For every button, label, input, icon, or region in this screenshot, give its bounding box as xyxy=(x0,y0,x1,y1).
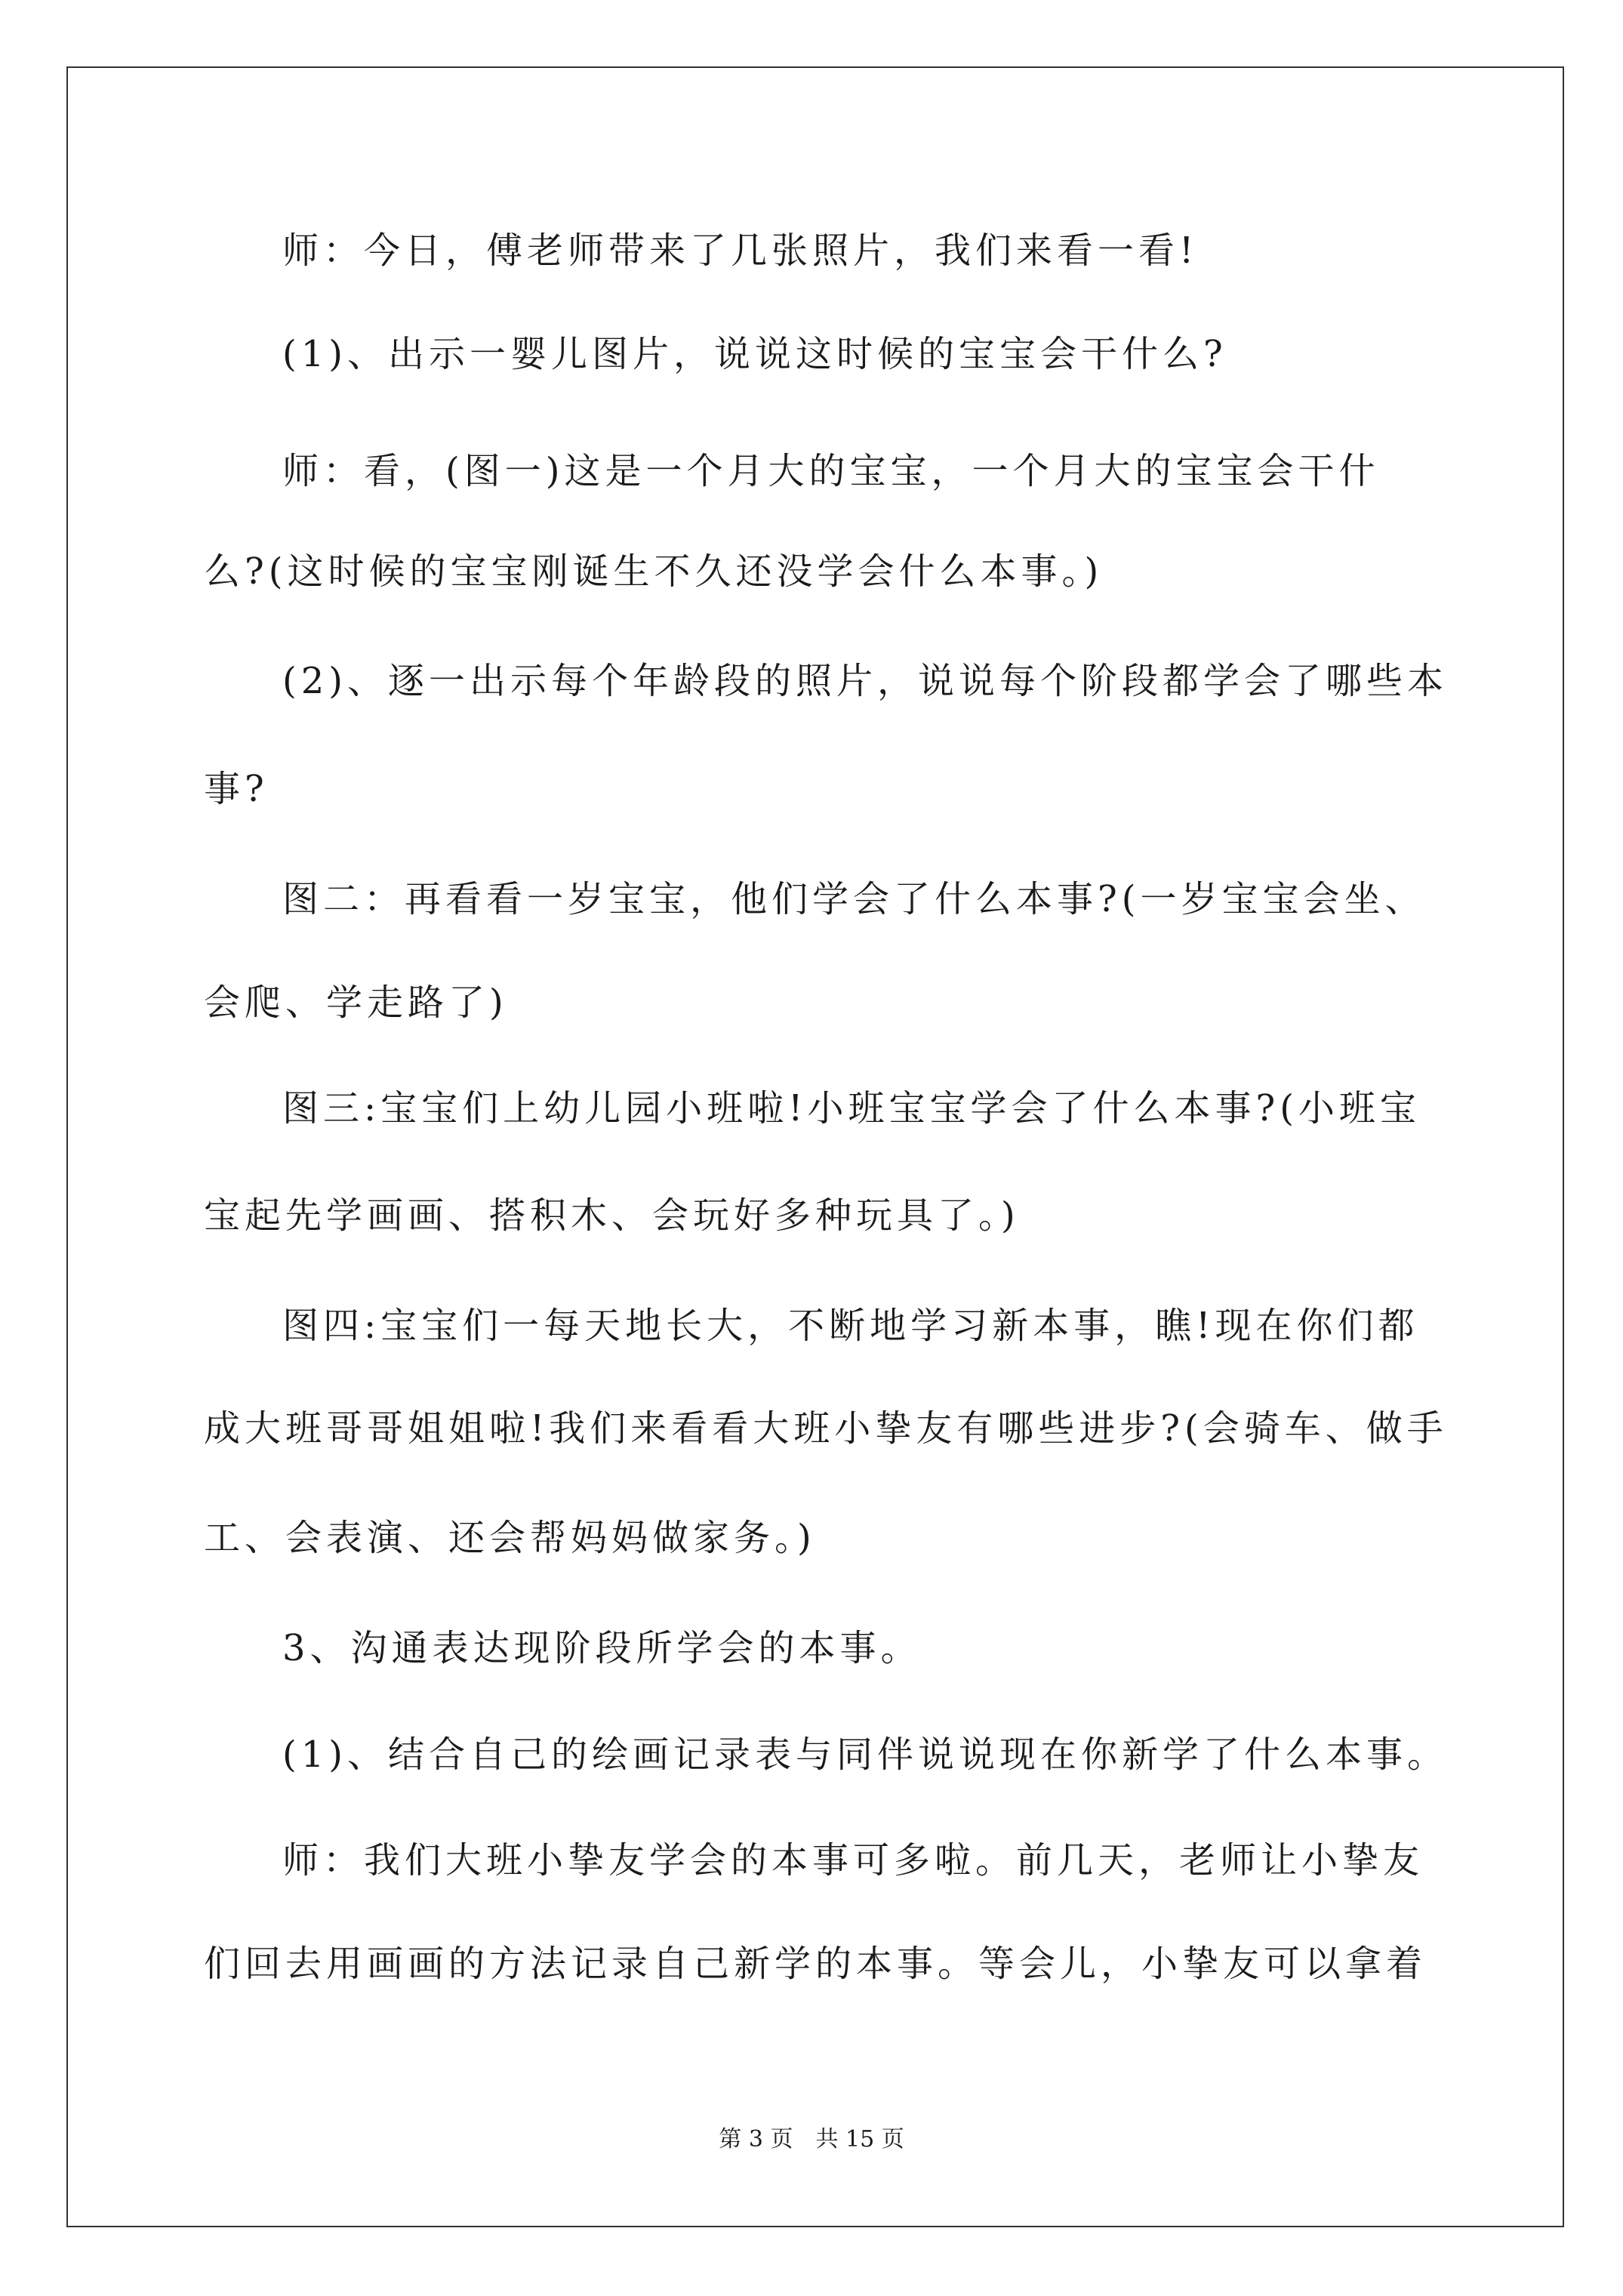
paragraph-line: 师：看，(图一)这是一个月大的宝宝，一个月大的宝宝会干什 xyxy=(282,450,1380,492)
paragraph-line: 会爬、学走路了) xyxy=(204,982,508,1024)
paragraph-line: 师：今日，傅老师带来了几张照片，我们来看一看! xyxy=(282,230,1199,272)
paragraph-line: 图二：再看看一岁宝宝，他们学会了什么本事?(一岁宝宝会坐、 xyxy=(282,878,1426,920)
paragraph-line: 事? xyxy=(204,768,269,810)
paragraph-line: 3、沟通表达现阶段所学会的本事。 xyxy=(282,1627,922,1669)
paragraph-line: 宝起先学画画、搭积木、会玩好多种玩具了。) xyxy=(204,1194,1020,1237)
page-border xyxy=(66,66,1564,2227)
paragraph-line: 图三:宝宝们上幼儿园小班啦!小班宝宝学会了什么本事?(小班宝 xyxy=(282,1087,1421,1130)
paragraph-line: 师：我们大班小挚友学会的本事可多啦。前几天，老师让小挚友 xyxy=(282,1839,1424,1881)
paragraph-line: 么?(这时候的宝宝刚诞生不久还没学会什么本事。) xyxy=(204,550,1104,593)
paragraph-line: (2)、逐一出示每个年龄段的照片，说说每个阶段都学会了哪些本 xyxy=(282,660,1448,702)
paragraph-line: 工、会表演、还会帮妈妈做家务。) xyxy=(204,1517,816,1559)
page-number: 第 3 页 共 15 页 xyxy=(719,2126,904,2153)
paragraph-line: (1)、结合自己的绘画记录表与同伴说说现在你新学了什么本事。 xyxy=(282,1734,1448,1776)
paragraph-line: (1)、出示一婴儿图片，说说这时候的宝宝会干什么? xyxy=(282,333,1227,375)
paragraph-line: 们回去用画画的方法记录自己新学的本事。等会儿，小挚友可以拿着 xyxy=(204,1943,1427,1985)
paragraph-line: 成大班哥哥姐姐啦!我们来看看大班小挚友有哪些进步?(会骑车、做手 xyxy=(204,1407,1448,1450)
paragraph-line: 图四:宝宝们一每天地长大，不断地学习新本事，瞧!现在你们都 xyxy=(282,1305,1419,1347)
